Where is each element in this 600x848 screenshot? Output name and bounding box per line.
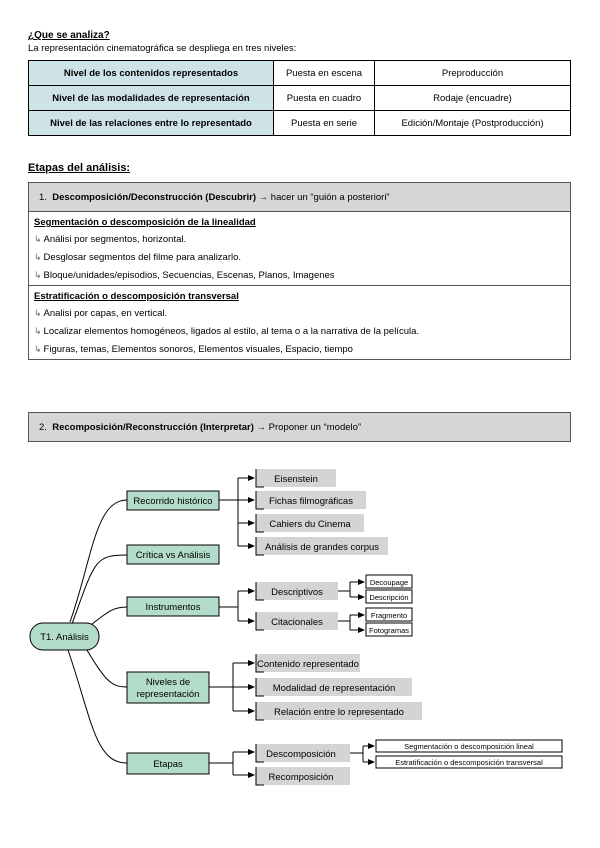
sub-item: Decoupage	[369, 578, 409, 587]
table-row	[29, 86, 571, 111]
nivel-item: Modalidad de representación	[272, 683, 396, 694]
stage2-rest: → Proponer un “modelo”	[256, 421, 362, 433]
descomposicion-label: Descomposición	[266, 749, 336, 760]
sub-item: Segmentación o descomposición lineal	[404, 742, 534, 751]
segmentation-section	[29, 211, 570, 285]
recomposicion-label: Recomposición	[268, 772, 334, 783]
stage2-number: 2.	[39, 421, 47, 433]
branch-niveles-label-1: Niveles de	[145, 677, 191, 688]
historico-item: Fichas filmográficas	[269, 496, 353, 507]
puesta-cell: Puesta en escena	[274, 61, 375, 86]
arrow-icon: ↳	[34, 308, 42, 318]
sub-item: Descripción	[369, 593, 409, 602]
citacionales-label: Citacionales	[271, 617, 323, 628]
instrumentos-items	[256, 575, 412, 636]
table-row	[29, 111, 571, 136]
nivel-item: Contenido representado	[257, 659, 359, 670]
list-item-text: Bloque/unidades/episodios, Secuencias, Escenas, Planos, Imagenes	[43, 270, 335, 281]
branch-etapas-label: Etapas	[153, 759, 183, 770]
list-item	[34, 234, 565, 245]
historico-item: Cahiers du Cinema	[269, 519, 351, 530]
table-row	[29, 61, 571, 86]
list-item-text: Análisi por segmentos, horizontal.	[43, 234, 187, 245]
list-item	[34, 308, 565, 319]
list-item	[34, 270, 565, 281]
list-item-text: Localizar elementos homogéneos, ligados al estilo, al tema o a la narrativa de la película.	[43, 326, 420, 337]
sub-item: Fragmento	[370, 611, 408, 620]
stage2-heading: Recomposición/Reconstrucción (Interpretar)	[52, 421, 254, 433]
historico-connectors	[219, 478, 254, 546]
etapas-items	[256, 740, 562, 785]
list-item	[34, 252, 565, 263]
intro-text: La representación cinematográfica se despliega en tres niveles:	[28, 43, 297, 54]
historico-item: Eisenstein	[274, 474, 318, 485]
stage1-rest: → hacer un “guión a posteriori”	[258, 191, 390, 203]
puesta-cell: Puesta en cuadro	[274, 86, 375, 111]
list-item	[34, 344, 565, 355]
phase-cell: Preproducción	[375, 61, 571, 86]
level-cell: Nivel de las relaciones entre lo representado	[29, 111, 274, 136]
phase-cell: Edición/Montaje (Postproducción)	[375, 111, 571, 136]
sub-item: Estratificación o descomposición transversal	[395, 758, 543, 767]
section-heading: Estratificación o descomposición transversal	[34, 291, 239, 302]
arrow-icon: ↳	[34, 344, 42, 354]
stratification-section	[29, 285, 570, 359]
niveles-connectors	[209, 663, 254, 711]
niveles-items	[256, 654, 422, 720]
section-title: ¿Que se analiza?	[28, 30, 110, 41]
list-item-text: Figuras, temas, Elementos sonoros, Elementos visuales, Espacio, tiempo	[43, 344, 353, 355]
stages-title: Etapas del análisis:	[28, 162, 131, 174]
nivel-item: Relación entre lo representado	[274, 707, 404, 718]
level-cell: Nivel de los contenidos representados	[29, 61, 274, 86]
levels-table	[28, 60, 571, 136]
arrow-icon: ↳	[34, 270, 42, 280]
branch-niveles-label-2: representación	[136, 689, 200, 700]
stage2-box	[28, 412, 571, 442]
branch-critica-label: Crítica vs Análisis	[135, 550, 211, 561]
historico-item: Análisis de grandes corpus	[264, 542, 380, 553]
phase-cell: Rodaje (encuadre)	[375, 86, 571, 111]
arrow-icon: ↳	[34, 234, 42, 244]
level-cell: Nivel de las modalidades de representación	[29, 86, 274, 111]
mindmap	[0, 460, 600, 800]
historico-items	[256, 469, 388, 555]
branch-instrumentos-label: Instrumentos	[145, 602, 201, 613]
list-item	[34, 326, 565, 337]
sub-item: Fotogramas	[368, 626, 410, 635]
puesta-cell: Puesta en serie	[274, 111, 375, 136]
section-heading: Segmentación o descomposición de la linealidad	[34, 217, 256, 228]
list-item-text: Desglosar segmentos del filme para analizarlo.	[43, 252, 242, 263]
stage1-header	[29, 183, 570, 211]
stage1-box	[28, 182, 571, 360]
descriptivos-label: Descriptivos	[271, 587, 323, 598]
arrow-icon: ↳	[34, 326, 42, 336]
list-item-text: Analisi por capas, en vertical.	[43, 308, 168, 319]
arrow-icon: ↳	[34, 252, 42, 262]
root-label: T1. Análisis	[40, 632, 89, 643]
stage1-number: 1.	[39, 191, 47, 203]
stage1-heading: Descomposición/Deconstrucción (Descubrir)	[52, 191, 256, 203]
branch-historico-label: Recorrido histórico	[133, 496, 213, 507]
